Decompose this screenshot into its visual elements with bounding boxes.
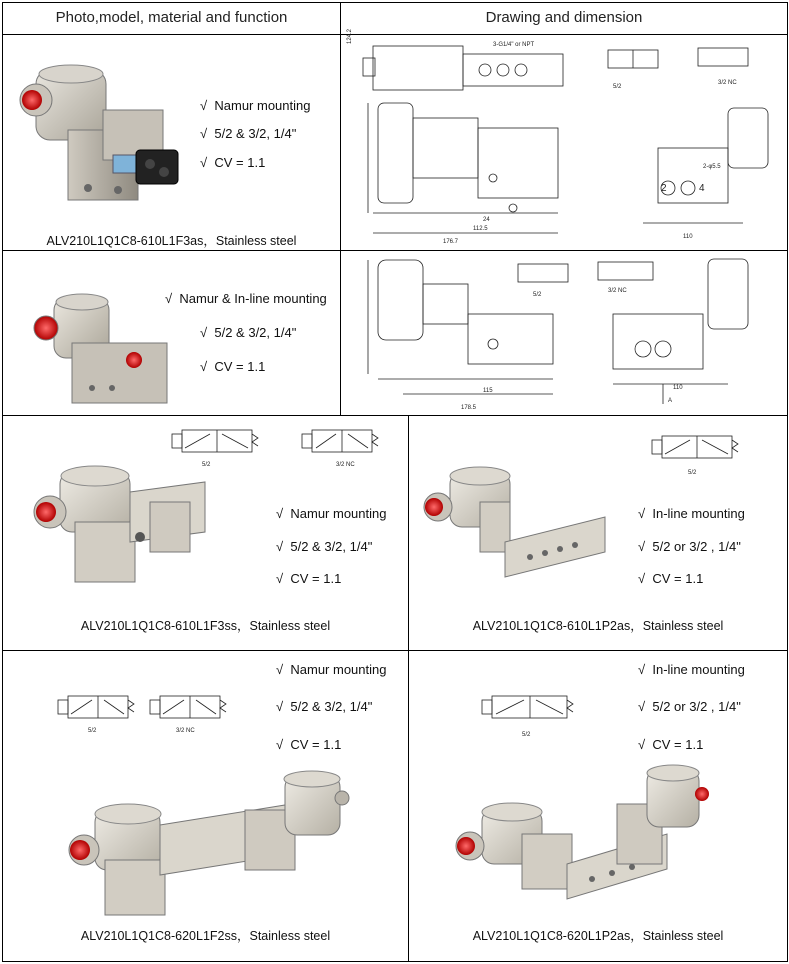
grid3-feature-3: √ CV = 1.1: [276, 737, 342, 752]
grid3-feature-1: √ Namur mounting: [276, 662, 387, 677]
header-divider: [2, 34, 787, 35]
row-divider-3: [2, 650, 787, 651]
svg-text:110: 110: [673, 385, 683, 391]
svg-text:5/2: 5/2: [533, 292, 542, 298]
grid2-model-caption: ALV210L1Q1C8-610L1P2as，Stainless steel: [472, 619, 724, 633]
valve-symbol-5-2-d: [480, 688, 590, 745]
svg-text:4: 4: [699, 183, 705, 194]
svg-text:178.5: 178.5: [461, 405, 477, 411]
svg-text:3-G1/4" or NPT: 3-G1/4" or NPT: [493, 42, 535, 48]
svg-text:24: 24: [483, 217, 490, 223]
product-photo-620-p2as: [452, 764, 722, 924]
svg-text:A: A: [668, 398, 673, 404]
svg-text:112.5: 112.5: [473, 226, 488, 232]
technical-drawing-1: [343, 28, 785, 251]
valve-symbol-5-2-c: [56, 688, 146, 741]
svg-text:5/2: 5/2: [88, 728, 97, 734]
row2-feature-1: √ Namur & In-line mounting: [165, 291, 327, 306]
svg-text:3/2 NC: 3/2 NC: [176, 728, 195, 734]
valve-symbol-3-2-c: [148, 688, 238, 741]
header-photo-model: Photo,model, material and function: [55, 8, 288, 26]
product-photo-610-p2as: [420, 462, 620, 597]
product-photo-namur-inline: [32, 288, 172, 418]
row1-feature-1: √ Namur mounting: [200, 98, 311, 113]
svg-text:2-φ5.5: 2-φ5.5: [703, 164, 721, 170]
svg-text:115: 115: [483, 388, 493, 394]
svg-text:3/2 NC: 3/2 NC: [608, 288, 627, 294]
grid1-model-caption: ALV210L1Q1C8-610L1F3ss，Stainless steel: [80, 619, 331, 633]
svg-text:3/2 NC: 3/2 NC: [336, 462, 355, 468]
svg-text:5/2: 5/2: [202, 462, 211, 468]
svg-text:3/2 NC: 3/2 NC: [718, 80, 737, 86]
grid1-feature-2: √ 5/2 & 3/2, 1/4": [276, 539, 373, 554]
svg-text:5/2: 5/2: [613, 84, 622, 90]
grid3-feature-2: √ 5/2 & 3/2, 1/4": [276, 699, 373, 714]
product-photo-610-f3ss: [30, 462, 230, 597]
valve-symbol-5-2-b: [650, 428, 750, 483]
row2-feature-3: √ CV = 1.1: [200, 359, 266, 374]
column-divider-bottom: [408, 415, 409, 962]
svg-text:5/2: 5/2: [688, 470, 697, 476]
svg-text:110: 110: [683, 234, 693, 240]
grid4-model-caption: ALV210L1Q1C8-620L1P2as，Stainless steel: [472, 929, 724, 943]
technical-drawing-2: [343, 254, 785, 417]
row1-feature-3: √ CV = 1.1: [200, 155, 266, 170]
svg-text:124.2: 124.2: [347, 28, 353, 44]
table-border-left: [2, 2, 3, 962]
column-divider-top: [340, 2, 341, 416]
table-border-right: [787, 2, 788, 962]
grid1-feature-3: √ CV = 1.1: [276, 571, 342, 586]
grid4-feature-3: √ CV = 1.1: [638, 737, 704, 752]
grid3-model-caption: ALV210L1Q1C8-620L1F2ss，Stainless steel: [80, 929, 331, 943]
grid2-feature-1: √ In-line mounting: [638, 506, 745, 521]
grid4-feature-2: √ 5/2 or 3/2 , 1/4": [638, 699, 741, 714]
product-photo-f3as: [18, 60, 188, 235]
svg-text:2: 2: [661, 183, 667, 194]
grid2-feature-3: √ CV = 1.1: [638, 571, 704, 586]
table-border-bottom: [2, 961, 787, 962]
product-photo-620-f2ss: [60, 770, 360, 925]
svg-text:176.7: 176.7: [443, 239, 459, 245]
row1-feature-2: √ 5/2 & 3/2, 1/4": [200, 126, 297, 141]
row2-feature-2: √ 5/2 & 3/2, 1/4": [200, 325, 297, 340]
grid4-feature-1: √ In-line mounting: [638, 662, 745, 677]
svg-text:5/2: 5/2: [522, 732, 531, 738]
header-drawing-dimension: Drawing and dimension: [485, 8, 643, 26]
valve-symbol-3-2-a: [300, 422, 390, 475]
row1-model-caption: ALV210L1Q1C8-610L1F3as，Stainless steel: [46, 234, 297, 248]
grid1-feature-1: √ Namur mounting: [276, 506, 387, 521]
grid2-feature-2: √ 5/2 or 3/2 , 1/4": [638, 539, 741, 554]
